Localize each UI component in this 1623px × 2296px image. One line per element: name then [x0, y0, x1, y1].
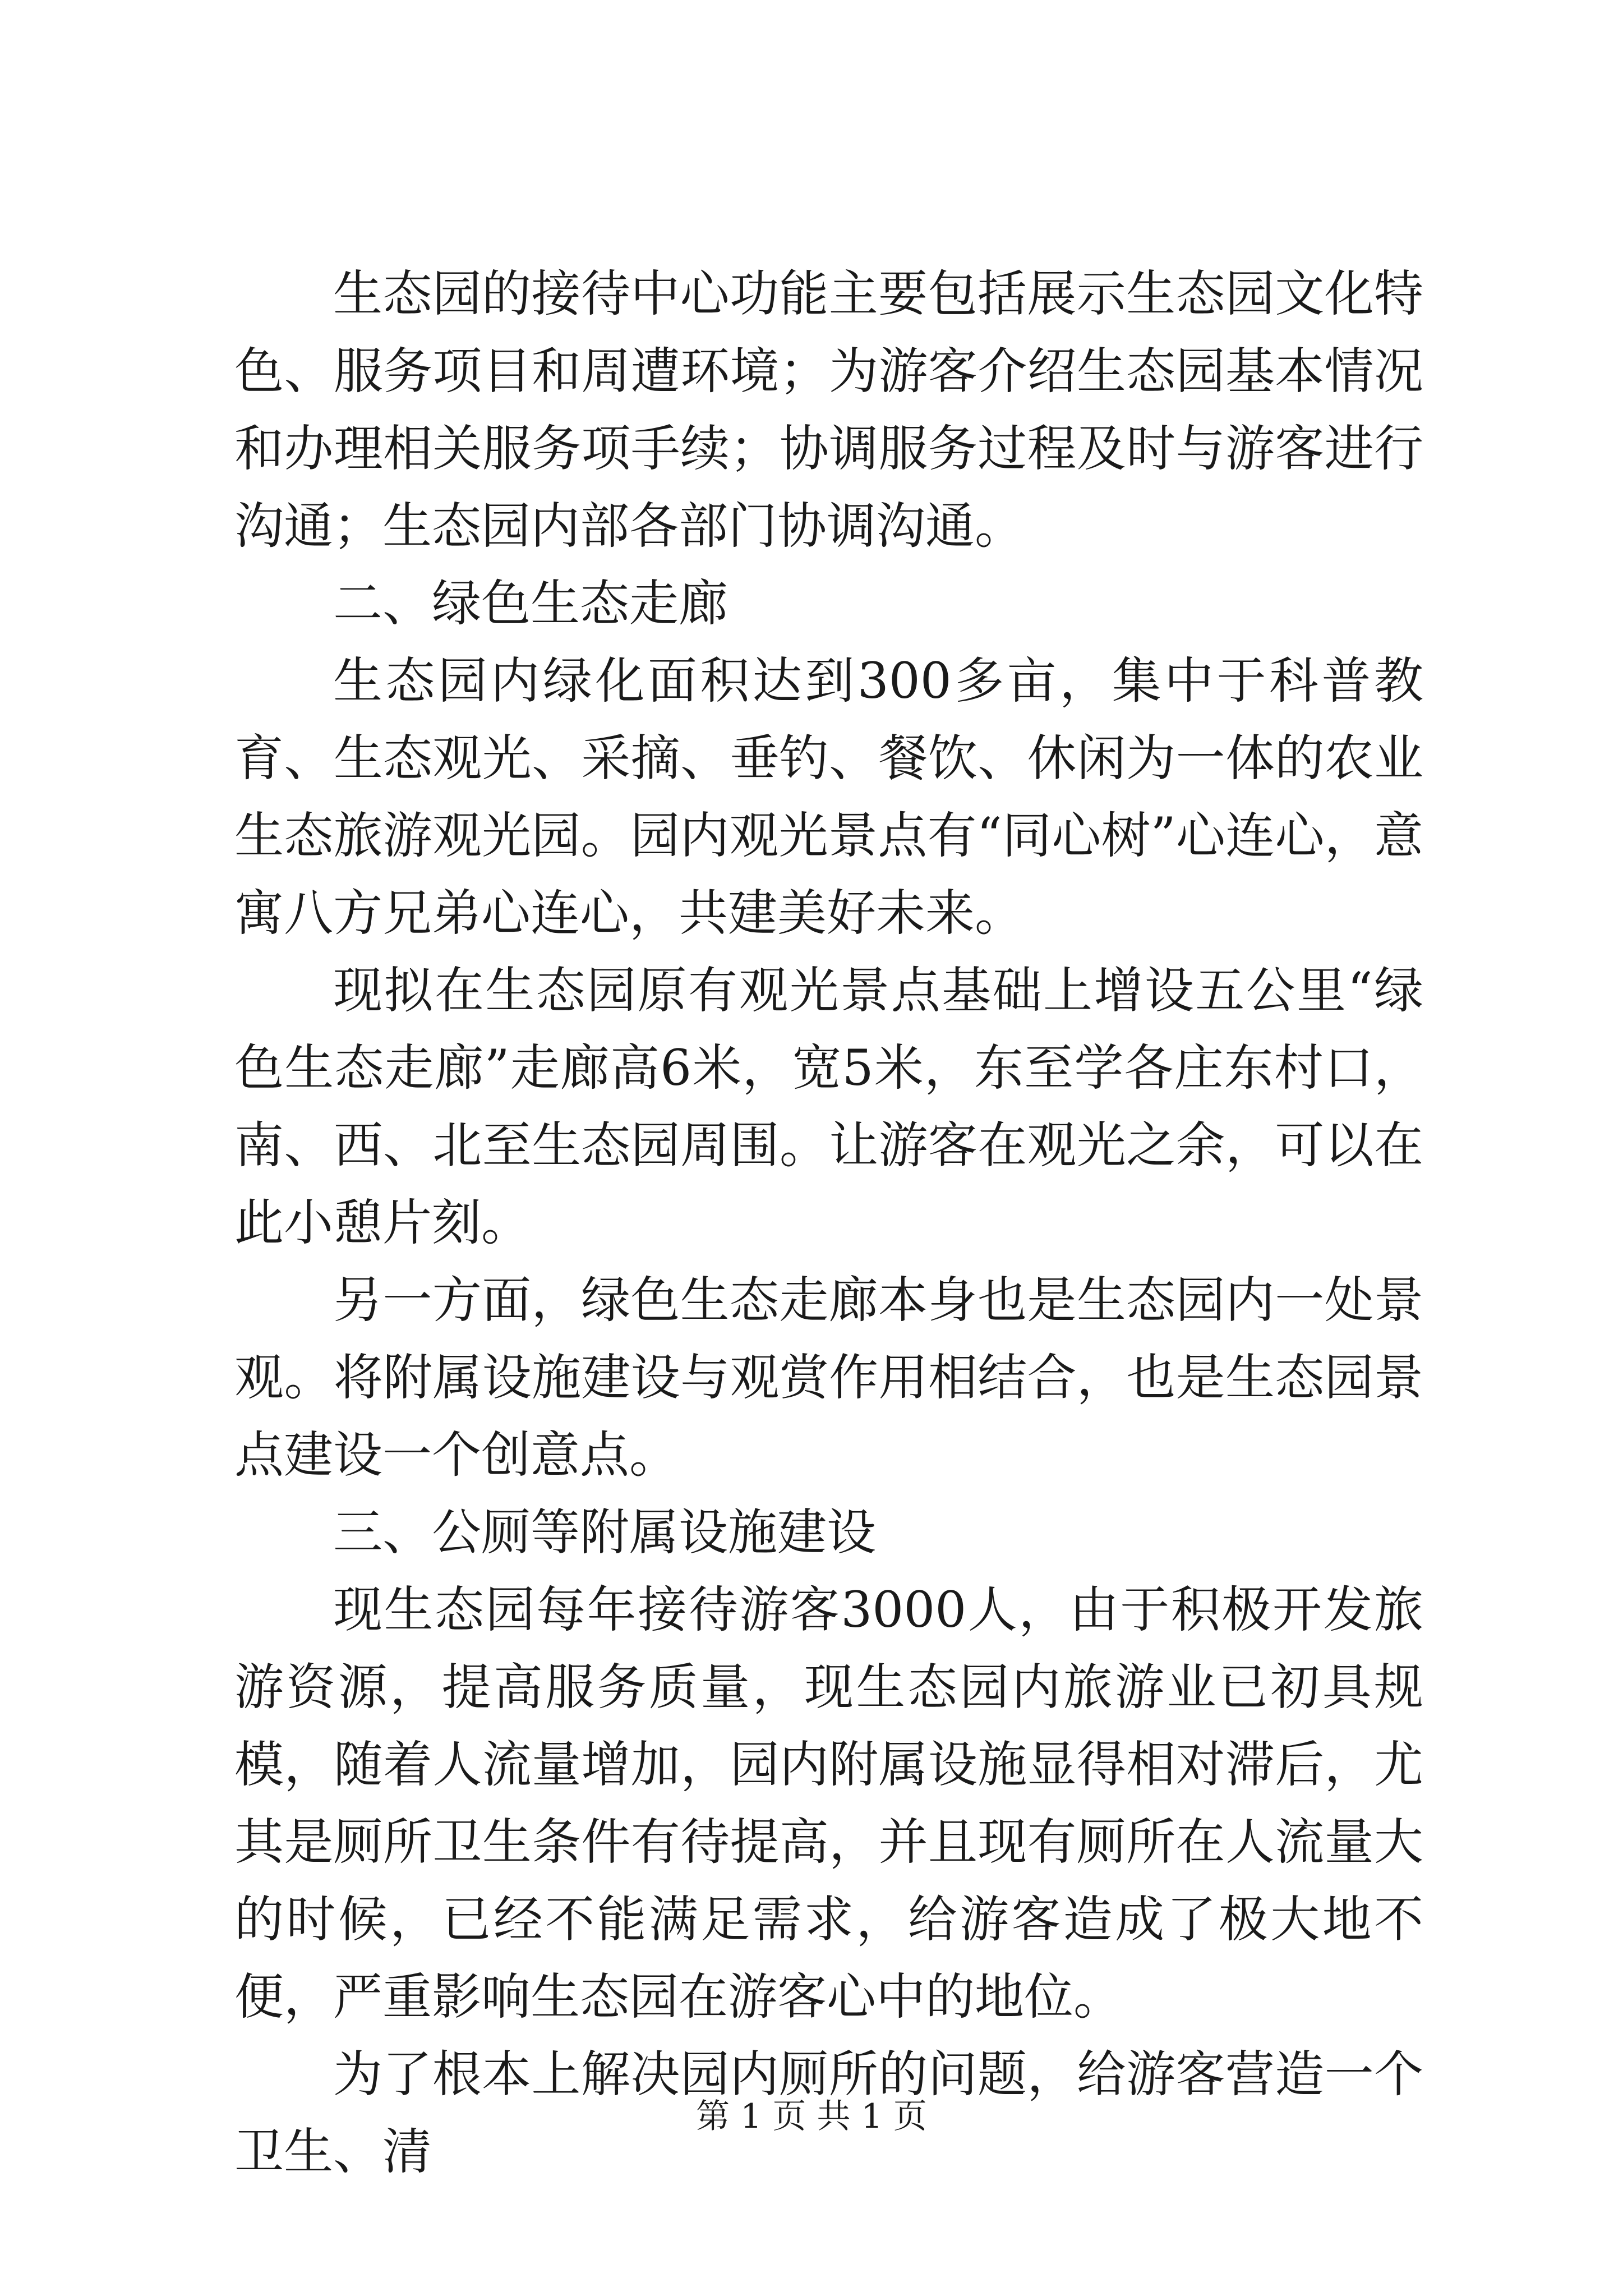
paragraph-corridor-plan: 现拟在生态园原有观光景点基础上增设五公里“绿色生态走廊”走廊高6米，宽5米，东至学各庄东村口，南、西、北至生态园周围。让游客在观光之余，可以在此小憩片刻。 — [234, 961, 1423, 1251]
paragraph-visitor-facilities: 现生态园每年接待游客3000人，由于积极开发旅游资源，提高服务质量，现生态园内旅游业已初具规模，随着人流量增加，园内附属设施显得相对滞后，尤其是厕所卫生条件有待提高，并且现有厕所在人流量大的时候，已经不能满足需求，给游客造成了极大地不便，严重影响生态园在游客心中的地位。 — [234, 1581, 1423, 2026]
page-footer: 第 1 页 共 1 页 — [696, 2097, 927, 2136]
paragraph-corridor-landscape: 另一方面，绿色生态走廊本身也是生态园内一处景观。将附属设施建设与观赏作用相结合，也是生态园景点建设一个创意点。 — [234, 1271, 1423, 1484]
paragraph-toilet-solution: 为了根本上解决园内厕所的问题，给游客营造一个卫生、清 — [234, 2045, 1423, 2180]
paragraph-greening-area: 生态园内绿化面积达到300多亩，集中于科普教育、生态观光、采摘、垂钓、餐饮、休闲为一体的农业生态旅游观光园。园内观光景点有“同心树”心连心，意寓八方兄弟心连心，共建美好未来。 — [234, 652, 1423, 942]
document-body — [234, 255, 1423, 2191]
paragraph-reception-center: 生态园的接待中心功能主要包括展示生态园文化特色、服务项目和周遭环境；为游客介绍生态园基本情况和办理相关服务项手续；协调服务过程及时与游客进行沟通；生态园内部各部门协调沟通。 — [234, 265, 1423, 555]
section-heading-green-corridor: 二、绿色生态走廊 — [333, 574, 728, 632]
section-heading-toilet-facilities: 三、公厕等附属设施建设 — [333, 1503, 877, 1561]
